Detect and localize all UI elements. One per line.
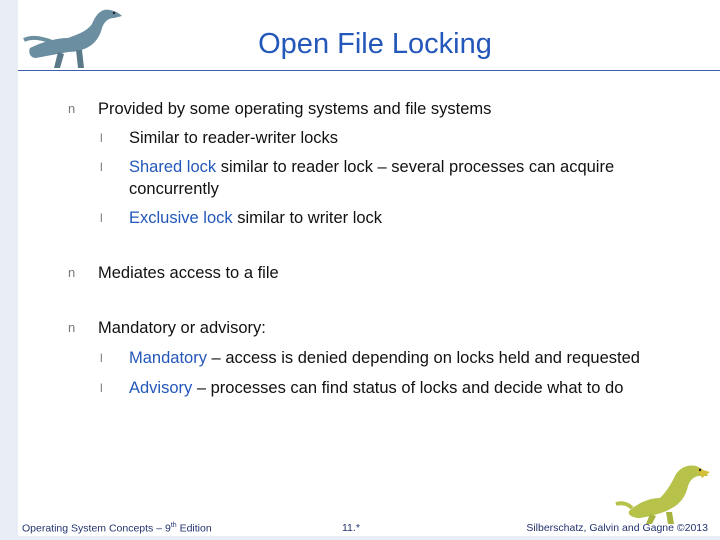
title-divider [18, 70, 720, 71]
footer-page-number: 11.* [342, 522, 360, 534]
slide-content [68, 98, 688, 399]
sub-bullet-marker: l [100, 351, 103, 365]
highlight-term: Advisory [129, 379, 193, 397]
bullet-marker: n [68, 320, 76, 335]
sub-bullet-item [98, 347, 688, 369]
bullet-text: Mandatory or advisory: [98, 319, 266, 337]
bullet-item [68, 98, 688, 120]
footer-authors: Silberschatz, Galvin and Gagne ©2013 [526, 522, 708, 534]
highlight-term: Shared lock [129, 158, 217, 176]
bullet-text: Mediates access to a file [98, 264, 279, 282]
left-accent-bar [0, 0, 18, 540]
highlight-term: Exclusive lock [129, 209, 233, 227]
bullet-marker: n [68, 101, 76, 116]
sub-bullet-marker: l [100, 160, 103, 174]
sub-bullet-item [98, 377, 688, 399]
highlight-term: Mandatory [129, 349, 207, 367]
sub-bullet-marker: l [100, 131, 103, 145]
slide-title: Open File Locking [258, 28, 492, 60]
sub-bullet-item [98, 127, 688, 149]
sub-bullet-marker: l [100, 211, 103, 225]
footer-book-title: Operating System Concepts – 9 [22, 522, 171, 535]
bullet-marker: n [68, 265, 76, 280]
bullet-text: Provided by some operating systems and file systems [98, 100, 492, 118]
footer-edition: Edition [176, 522, 212, 535]
sub-bullet-item [98, 207, 688, 229]
sub-bullet-text: – access is denied depending on locks held and requested [206, 349, 640, 367]
sub-bullet-marker: l [100, 381, 103, 395]
footer-bar [18, 536, 720, 540]
dinosaur-mascot-icon [610, 460, 720, 525]
bullet-item [68, 317, 688, 339]
sub-bullet-item [98, 156, 688, 200]
footer-left [22, 522, 212, 535]
bullet-item [68, 262, 688, 284]
sub-bullet-text: similar to writer lock [232, 209, 383, 227]
footer-edition-sup: th [170, 522, 177, 529]
sub-bullet-text: Similar to reader-writer locks [129, 129, 339, 147]
sub-bullet-text: – processes can find status of locks and decide what to do [192, 379, 624, 397]
sub-bullet-text: similar to reader lock – several processes can acquire concurrently [129, 158, 615, 198]
